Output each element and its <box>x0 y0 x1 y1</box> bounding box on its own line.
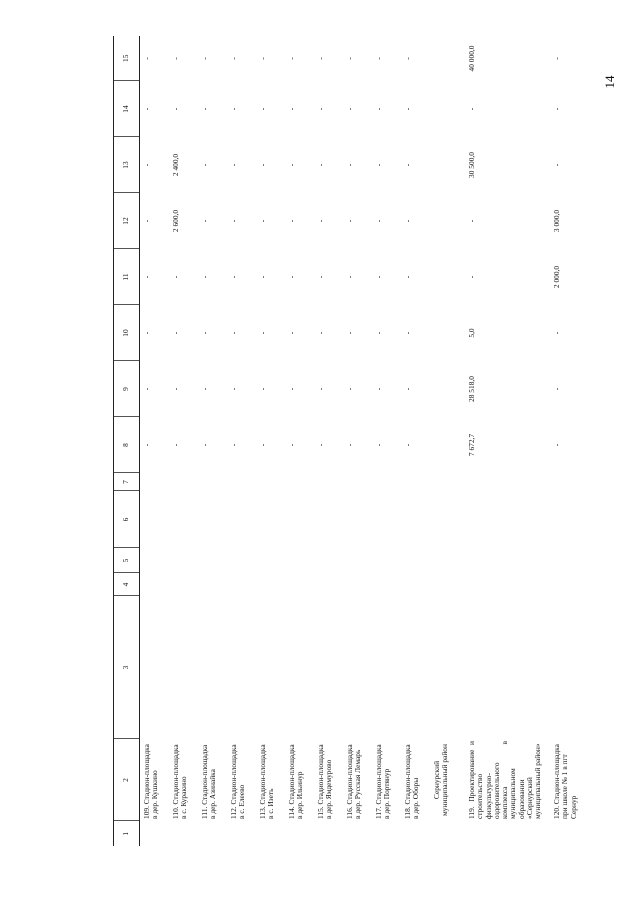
value-cell: - <box>467 107 476 111</box>
empty-cell <box>430 596 465 739</box>
empty-cell <box>285 491 314 548</box>
empty-cell <box>372 821 401 846</box>
object-name: 119. Проектирование и строительство физкультурно-оздоровительного комплекса в муниципальном образовании «Сернурский муниципальный район» <box>467 741 543 819</box>
empty-cell <box>169 821 198 846</box>
value-cell: - <box>258 387 267 391</box>
empty-cell <box>256 821 285 846</box>
value-cell: - <box>142 163 151 167</box>
rotated-table-container <box>113 36 578 846</box>
value-cell: - <box>200 219 209 223</box>
value-cell: - <box>316 331 325 335</box>
value-cell: 3 000,0 <box>552 209 561 233</box>
value-cell: - <box>345 107 354 111</box>
header-cell: 13 <box>114 137 140 193</box>
value-cell: 40 000,0 <box>467 45 476 72</box>
value-cell: - <box>258 443 267 447</box>
empty-cell <box>430 249 465 305</box>
value-cell: - <box>345 163 354 167</box>
table-row <box>314 36 343 846</box>
value-cell: - <box>316 57 325 60</box>
value-cell: - <box>142 331 151 335</box>
value-cell: - <box>171 57 180 60</box>
empty-cell <box>169 473 198 491</box>
empty-cell <box>430 193 465 249</box>
value-cell: - <box>374 387 383 391</box>
value-cell: - <box>229 219 238 223</box>
value-cell: - <box>287 387 296 391</box>
empty-cell <box>198 821 227 846</box>
value-cell: 2 600,0 <box>171 209 180 233</box>
empty-cell <box>401 596 430 739</box>
value-cell: - <box>345 57 354 60</box>
header-cell: 3 <box>114 596 140 739</box>
object-name: 114. Стадион-площадка в дер. Ильинур <box>287 744 305 819</box>
empty-cell <box>256 473 285 491</box>
value-cell: - <box>345 275 354 279</box>
empty-cell <box>401 491 430 548</box>
object-name: 116. Стадион-площадка в дер. Русская Лемарь <box>345 744 363 819</box>
value-cell: - <box>316 163 325 167</box>
value-cell: - <box>142 219 151 223</box>
empty-cell <box>550 596 593 739</box>
table-row <box>256 36 285 846</box>
section-title: Сернурский муниципальный район <box>432 744 450 816</box>
value-cell: - <box>258 57 267 60</box>
empty-cell <box>430 491 465 548</box>
empty-cell <box>372 491 401 548</box>
table-row <box>401 36 430 846</box>
value-cell: - <box>142 443 151 447</box>
value-cell: - <box>287 57 296 60</box>
empty-cell <box>285 548 314 573</box>
value-cell: 7 672,7 <box>467 433 476 457</box>
empty-cell <box>227 821 256 846</box>
section-row <box>430 36 465 846</box>
empty-cell <box>401 548 430 573</box>
empty-cell <box>227 548 256 573</box>
header-cell: 7 <box>114 473 140 491</box>
value-cell: 30 500,0 <box>467 152 476 178</box>
empty-cell <box>140 596 170 739</box>
value-cell: - <box>374 107 383 111</box>
value-cell: - <box>229 275 238 279</box>
object-name: 120. Стадион-площадка при школе № 1 в пгт Сернур <box>552 744 578 819</box>
value-cell: - <box>374 331 383 335</box>
header-cell: 6 <box>114 491 140 548</box>
value-cell: - <box>467 219 476 223</box>
value-cell: - <box>316 443 325 447</box>
empty-cell <box>465 548 550 573</box>
object-name: 118. Стадион-площадка в дер. Оборы <box>403 744 421 819</box>
value-cell: - <box>345 331 354 335</box>
empty-cell <box>285 573 314 596</box>
value-cell: - <box>142 57 151 60</box>
header-cell: 2 <box>114 739 140 821</box>
value-cell: - <box>229 331 238 335</box>
value-cell: - <box>287 275 296 279</box>
value-cell: - <box>287 107 296 111</box>
value-cell: - <box>229 387 238 391</box>
table-row <box>227 36 256 846</box>
empty-cell <box>227 491 256 548</box>
empty-cell <box>465 596 550 739</box>
empty-cell <box>314 596 343 739</box>
value-cell: - <box>258 163 267 167</box>
empty-cell <box>430 573 465 596</box>
value-cell: - <box>200 331 209 335</box>
empty-cell <box>198 573 227 596</box>
value-cell: - <box>552 163 561 167</box>
empty-cell <box>343 473 372 491</box>
value-cell: 2 000,0 <box>552 265 561 289</box>
empty-cell <box>314 821 343 846</box>
value-cell: - <box>171 275 180 279</box>
value-cell: - <box>200 387 209 391</box>
value-cell: - <box>200 107 209 111</box>
empty-cell <box>430 548 465 573</box>
empty-cell <box>372 473 401 491</box>
header-cell: 5 <box>114 548 140 573</box>
value-cell: - <box>200 163 209 167</box>
empty-cell <box>314 491 343 548</box>
header-row <box>114 36 140 846</box>
header-cell: 12 <box>114 193 140 249</box>
empty-cell <box>430 361 465 417</box>
empty-cell <box>401 821 430 846</box>
empty-cell <box>140 821 170 846</box>
empty-cell <box>285 596 314 739</box>
table-row <box>198 36 227 846</box>
empty-cell <box>285 821 314 846</box>
value-cell: 5,0 <box>467 328 476 338</box>
value-cell: - <box>142 387 151 391</box>
empty-cell <box>465 473 550 491</box>
value-cell: - <box>403 387 412 391</box>
empty-cell <box>140 573 170 596</box>
empty-cell <box>198 473 227 491</box>
empty-cell <box>550 473 593 491</box>
value-cell: - <box>403 331 412 335</box>
program-table <box>113 36 593 846</box>
empty-cell <box>169 548 198 573</box>
empty-cell <box>314 573 343 596</box>
value-cell: - <box>287 331 296 335</box>
value-cell: - <box>316 275 325 279</box>
value-cell: - <box>229 57 238 60</box>
header-cell: 4 <box>114 573 140 596</box>
empty-cell <box>401 573 430 596</box>
object-name: 112. Стадион-площадка в с. Елеево <box>229 744 247 819</box>
empty-cell <box>343 821 372 846</box>
value-cell: - <box>374 57 383 60</box>
object-name: 115. Стадион-площадка в дер. Ямдемурово <box>316 744 334 819</box>
value-cell: - <box>403 107 412 111</box>
empty-cell <box>550 548 593 573</box>
table-row <box>465 36 550 846</box>
value-cell: - <box>258 331 267 335</box>
value-cell: - <box>374 163 383 167</box>
empty-cell <box>140 548 170 573</box>
empty-cell <box>401 473 430 491</box>
value-cell: - <box>316 107 325 111</box>
value-cell: - <box>552 331 561 335</box>
empty-cell <box>465 573 550 596</box>
value-cell: - <box>200 57 209 60</box>
table-row <box>550 36 593 846</box>
table-row <box>169 36 198 846</box>
header-cell: 10 <box>114 305 140 361</box>
empty-cell <box>227 473 256 491</box>
empty-cell <box>140 491 170 548</box>
value-cell: - <box>467 275 476 279</box>
value-cell: - <box>258 219 267 223</box>
empty-cell <box>227 573 256 596</box>
empty-cell <box>198 596 227 739</box>
object-name: 113. Стадион-площадка в с. Изеть <box>258 744 276 819</box>
page-number: 14 <box>602 75 617 89</box>
value-cell: - <box>552 443 561 447</box>
value-cell: - <box>287 219 296 223</box>
value-cell: - <box>345 443 354 447</box>
value-cell: - <box>403 57 412 60</box>
empty-cell <box>256 548 285 573</box>
value-cell: - <box>229 443 238 447</box>
value-cell: - <box>374 443 383 447</box>
empty-cell <box>169 573 198 596</box>
value-cell: - <box>316 387 325 391</box>
value-cell: - <box>171 387 180 391</box>
value-cell: - <box>200 275 209 279</box>
empty-cell <box>430 417 465 473</box>
empty-cell <box>550 573 593 596</box>
value-cell: - <box>374 275 383 279</box>
value-cell: - <box>171 443 180 447</box>
empty-cell <box>343 491 372 548</box>
empty-cell <box>285 473 314 491</box>
empty-cell <box>256 596 285 739</box>
empty-cell <box>372 548 401 573</box>
value-cell: - <box>552 387 561 391</box>
empty-cell <box>314 473 343 491</box>
table-row <box>285 36 314 846</box>
empty-cell <box>343 573 372 596</box>
table-row <box>140 36 170 846</box>
header-cell: 11 <box>114 249 140 305</box>
header-cell: 1 <box>114 821 140 846</box>
value-cell: - <box>374 219 383 223</box>
empty-cell <box>169 596 198 739</box>
table-row <box>372 36 401 846</box>
empty-cell <box>256 573 285 596</box>
empty-cell <box>343 596 372 739</box>
header-cell: 15 <box>114 36 140 81</box>
value-cell: - <box>345 387 354 391</box>
value-cell: - <box>229 163 238 167</box>
object-name: 109. Стадион-площадка в дер. Кушкино <box>142 744 160 819</box>
value-cell: - <box>403 163 412 167</box>
value-cell: - <box>287 163 296 167</box>
empty-cell <box>430 137 465 193</box>
value-cell: - <box>142 107 151 111</box>
empty-cell <box>550 491 593 548</box>
empty-cell <box>198 548 227 573</box>
empty-cell <box>430 473 465 491</box>
empty-cell <box>430 36 465 81</box>
empty-cell <box>465 491 550 548</box>
empty-cell <box>169 491 198 548</box>
value-cell: - <box>403 219 412 223</box>
empty-cell <box>465 821 550 846</box>
empty-cell <box>550 821 593 846</box>
empty-cell <box>256 491 285 548</box>
empty-cell <box>343 548 372 573</box>
object-name: 110. Стадион-площадка в с. Куракино <box>171 744 189 819</box>
value-cell: - <box>258 275 267 279</box>
empty-cell <box>140 473 170 491</box>
value-cell: - <box>316 219 325 223</box>
value-cell: - <box>345 219 354 223</box>
table-row <box>343 36 372 846</box>
header-cell: 14 <box>114 81 140 137</box>
empty-cell <box>430 821 465 846</box>
header-cell: 8 <box>114 417 140 473</box>
value-cell: - <box>287 443 296 447</box>
value-cell: 28 518,0 <box>467 376 476 402</box>
empty-cell <box>372 596 401 739</box>
empty-cell <box>198 491 227 548</box>
value-cell: - <box>403 275 412 279</box>
object-name: 111. Стадион-площадка в дер. Азинайка <box>200 744 218 819</box>
value-cell: - <box>552 107 561 111</box>
empty-cell <box>314 548 343 573</box>
table-body <box>140 36 594 846</box>
empty-cell <box>430 81 465 137</box>
header-cell: 9 <box>114 361 140 417</box>
value-cell: - <box>142 275 151 279</box>
object-name: 117. Стадион-площадка в дер. Портянур <box>374 744 392 819</box>
empty-cell <box>227 596 256 739</box>
empty-cell <box>430 305 465 361</box>
value-cell: - <box>403 443 412 447</box>
value-cell: - <box>200 443 209 447</box>
value-cell: - <box>171 331 180 335</box>
value-cell: - <box>229 107 238 111</box>
value-cell: - <box>552 57 561 60</box>
value-cell: - <box>258 107 267 111</box>
empty-cell <box>372 573 401 596</box>
value-cell: 2 400,0 <box>171 153 180 177</box>
value-cell: - <box>171 107 180 111</box>
